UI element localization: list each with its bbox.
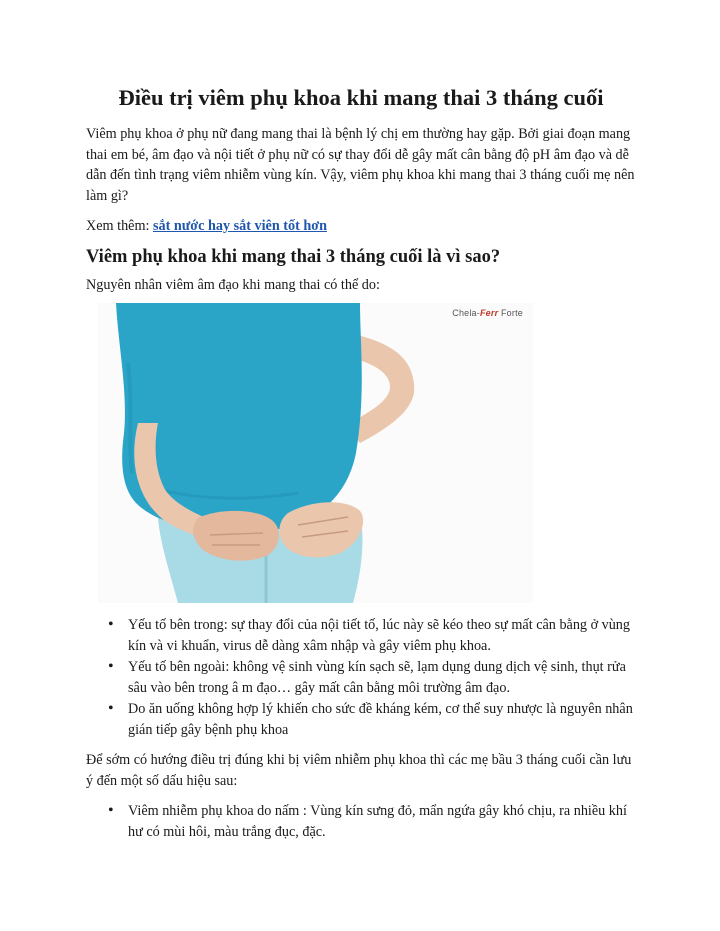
pregnant-woman-image <box>98 303 533 603</box>
signs-list <box>86 801 636 842</box>
signs-intro: Để sớm có hướng điều trị đúng khi bị viêm nhiễm phụ khoa thì các mẹ bầu 3 tháng cuối cần lưu ý đến một số dấu hiệu sau: <box>86 752 632 789</box>
causes-list <box>86 615 636 740</box>
causes-intro: Nguyên nhân viêm âm đạo khi mang thai có thể do: <box>86 276 380 293</box>
list-item: • Yếu tố bên ngoài: không vệ sinh vùng kín sạch sẽ, lạm dụng dung dịch vệ sinh, thụt rửa sâu vào bên trong â m đạo… gây mất cân bằng môi trường âm đạo. <box>128 657 636 698</box>
see-more-link[interactable]: sắt nước hay sắt viên tốt hơn <box>152 218 327 234</box>
see-more-line <box>86 216 636 237</box>
list-item: • Viêm nhiễm phụ khoa do nấm : Vùng kín sưng đỏ, mẩn ngứa gây khó chịu, ra nhiều khí hư có mùi hôi, màu trắng đục, đặc. <box>128 801 636 842</box>
brand-watermark: Chela-Ferr Forte <box>452 308 523 318</box>
intro-paragraph: Viêm phụ khoa ở phụ nữ đang mang thai là bệnh lý chị em thường hay gặp. Bởi giai đoạn mang thai em bé, âm đạo và nội tiết ở phụ nữ có sự thay đổi dễ gây mất cân bằng độ pH âm đạo và dễ dẫn đến tình trạng viêm nhiễm vùng kín. Vậy, viêm phụ khoa khi mang thai 3 tháng cuối mẹ nên làm gì? <box>86 126 635 204</box>
page-title: Điều trị viêm phụ khoa khi mang thai 3 tháng cuối <box>118 85 604 110</box>
list-item: • Yếu tố bên trong: sự thay đổi của nội tiết tố, lúc này sẽ kéo theo sự mất cân bằng ở vùng kín và vi khuẩn, virus dễ dàng xâm nhập và gây viêm phụ khoa. <box>128 615 636 656</box>
list-item: • Do ăn uống không hợp lý khiến cho sức đề kháng kém, cơ thể suy nhược là nguyên nhân gián tiếp gây bệnh phụ khoa <box>128 699 636 740</box>
see-more-prefix: Xem thêm: <box>86 218 153 234</box>
pregnant-woman-illustration <box>98 303 533 603</box>
document-content <box>86 84 636 843</box>
section-heading: Viêm phụ khoa khi mang thai 3 tháng cuối là vì sao? <box>86 246 501 267</box>
